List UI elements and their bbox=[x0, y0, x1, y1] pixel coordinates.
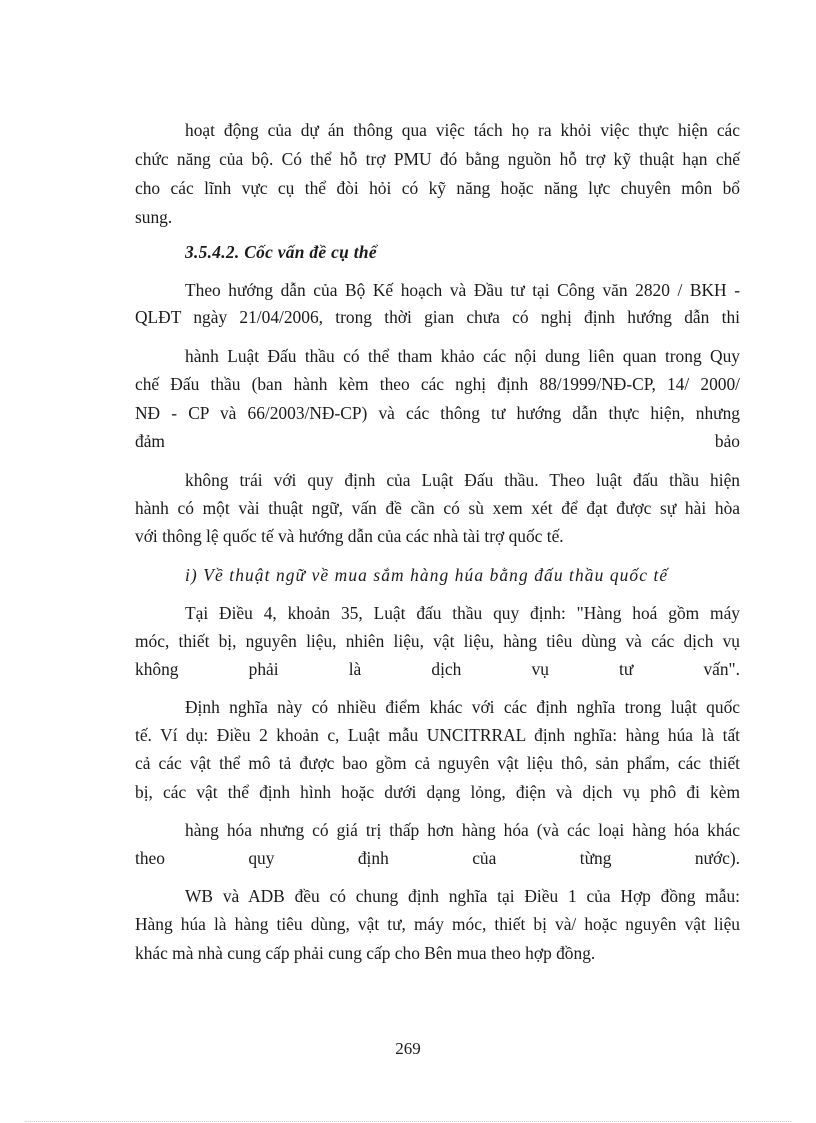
body-line: hành Luật Đấu thầu có thể tham khảo các nội dung liên quan trong Quy bbox=[185, 346, 740, 366]
body-line: QLĐT ngày 21/04/2006, trong thời gian chưa có nghị định hướng dẫn thi bbox=[135, 307, 740, 327]
body-line: Theo hướng dẫn của Bộ Kế hoạch và Đầu tư tại Công văn 2820 / BKH - bbox=[185, 280, 740, 300]
body-line: không phải là dịch vụ tư vấn". bbox=[135, 659, 740, 679]
body-line: sung. bbox=[135, 207, 173, 227]
body-line: với thông lệ quốc tế và hướng dẫn của các nhà tài trợ quốc tế. bbox=[135, 526, 564, 546]
body-line: hoạt động của dự án thông qua việc tách họ ra khỏi việc thực hiện các bbox=[185, 120, 740, 140]
body-line: cho các lĩnh vực cụ thể đòi hỏi có kỹ năng hoặc năng lực chuyên môn bổ bbox=[135, 178, 740, 198]
body-line: Hàng húa là hàng tiêu dùng, vật tư, máy móc, thiết bị và/ hoặc nguyên vật liệu bbox=[135, 914, 740, 934]
body-line: chế Đấu thầu (ban hành kèm theo các nghị định 88/1999/NĐ-CP, 14/ 2000/ bbox=[135, 374, 740, 394]
page-bottom-divider bbox=[25, 1121, 791, 1122]
body-line: cả các vật thể mô tả được bao gồm cả nguyên vật liệu thô, sản phẩm, các thiết bbox=[135, 753, 740, 773]
body-line: Tại Điều 4, khoản 35, Luật đấu thầu quy định: "Hàng hoá gồm máy bbox=[185, 603, 740, 623]
body-line: chức năng của bộ. Có thể hỗ trợ PMU đó bằng nguồn hỗ trợ kỹ thuật hạn chế bbox=[135, 149, 740, 169]
body-line: đảm bảo bbox=[135, 431, 740, 451]
body-line: bị, các vật thể định hình hoặc dưới dạng lỏng, điện và dịch vụ phô đi kèm bbox=[135, 782, 740, 802]
body-line: không trái với quy định của Luật Đấu thầu. Theo luật đấu thầu hiện bbox=[185, 470, 740, 490]
body-line: WB và ADB đều có chung định nghĩa tại Điều 1 của Hợp đồng mẫu: bbox=[185, 886, 740, 906]
body-line: NĐ - CP và 66/2003/NĐ-CP) và các thông tư hướng dẫn thực hiện, nhưng bbox=[135, 403, 740, 423]
body-line: hàng hóa nhưng có giá trị thấp hơn hàng hóa (và các loại hàng hóa khác bbox=[185, 820, 740, 840]
body-line: móc, thiết bị, nguyên liệu, nhiên liệu, vật liệu, hàng tiêu dùng và các dịch vụ bbox=[135, 631, 740, 651]
body-line: Định nghĩa này có nhiều điểm khác với các định nghĩa trong luật quốc bbox=[185, 697, 740, 717]
body-line: hành có một vài thuật ngữ, vấn đề cần có sù xem xét để đạt được sự hài hòa bbox=[135, 498, 740, 518]
section-heading: 3.5.4.2. Cốc vấn đề cụ thể bbox=[185, 242, 377, 262]
page-number: 269 bbox=[395, 1039, 421, 1058]
body-line: theo quy định của từng nước). bbox=[135, 848, 740, 868]
body-line: tế. Ví dụ: Điều 2 khoản c, Luật mẫu UNCITRRAL định nghĩa: hàng húa là tất bbox=[135, 725, 740, 745]
subsection-heading: i) Về thuật ngữ về mua sắm hàng húa bằng đấu thầu quốc tế bbox=[185, 565, 669, 585]
body-line: khác mà nhà cung cấp phải cung cấp cho Bên mua theo hợp đồng. bbox=[135, 943, 596, 963]
